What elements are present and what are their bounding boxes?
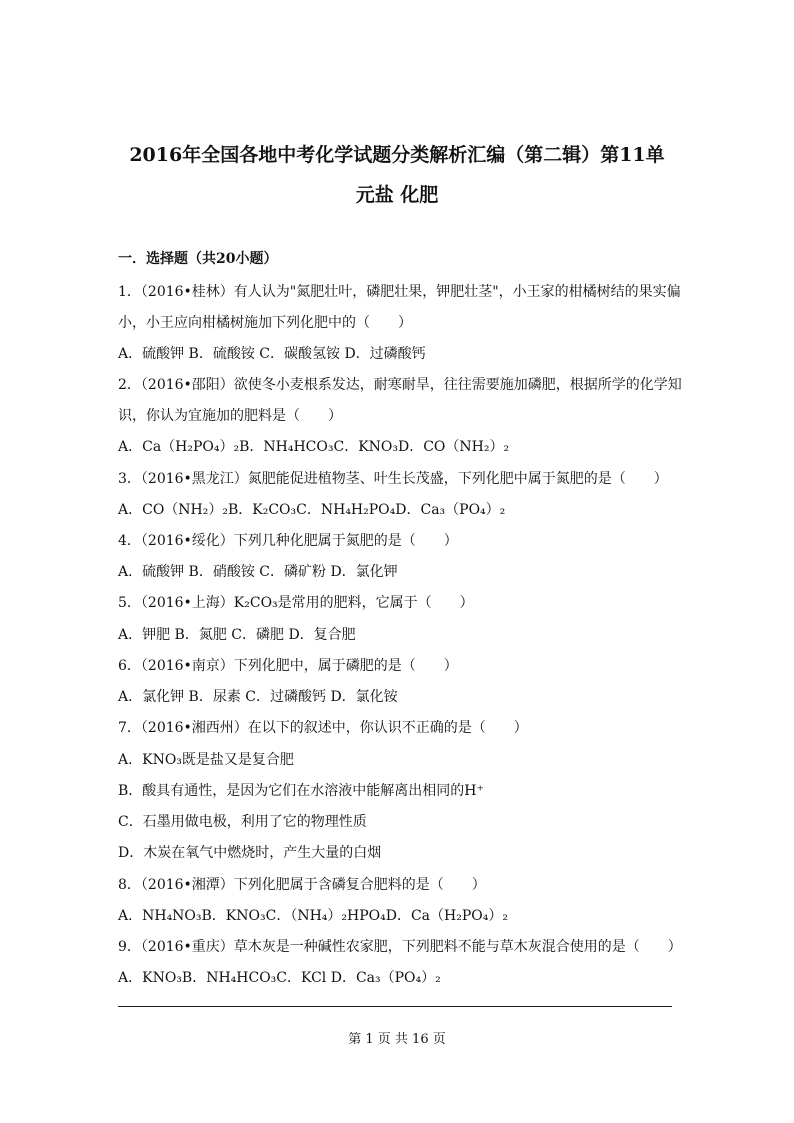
question-5-text: 5．（2016•上海）K₂CO₃是常用的肥料，它属于（ ） xyxy=(118,595,474,611)
section-heading: 一．选择题（共20小题） xyxy=(118,251,278,267)
question-4-text: 4．（2016•绥化）下列几种化肥属于氮肥的是（ ） xyxy=(118,533,458,549)
question-3-options: A．CO（NH₂）₂B．K₂CO₃C．NH₄H₂PO₄D．Ca₃（PO₄）₂ xyxy=(118,502,506,518)
question-9-text: 9．（2016•重庆）草木灰是一种碱性农家肥，下列肥料不能与草木灰混合使用的是（ ） xyxy=(118,939,682,955)
question-1-text-b: 小，小王应向柑橘树施加下列化肥中的（ ） xyxy=(118,315,412,331)
question-7-text: 7．（2016•湘西州）在以下的叙述中，你认识不正确的是（ ） xyxy=(118,720,528,736)
question-1-options: A．硫酸钾 B．硫酸铵 C．碳酸氢铵 D．过磷酸钙 xyxy=(118,346,426,362)
footer-rule xyxy=(118,1006,672,1007)
question-6-text: 6．（2016•南京）下列化肥中，属于磷肥的是（ ） xyxy=(118,658,458,674)
question-7-option-b: B．酸具有通性，是因为它们在水溶液中能解离出相同的H⁺ xyxy=(118,783,484,799)
question-6-options: A．氯化钾 B．尿素 C．过磷酸钙 D．氯化铵 xyxy=(118,689,398,705)
page-number-footer: 第 1 页 共 16 页 xyxy=(348,1032,446,1047)
question-7-option-d: D．木炭在氧气中燃烧时，产生大量的白烟 xyxy=(118,845,382,861)
question-2-text-b: 识，你认为宜施加的肥料是（ ） xyxy=(118,408,342,424)
question-2-text-a: 2．（2016•邵阳）欲使冬小麦根系发达，耐寒耐旱，往往需要施加磷肥，根据所学的化学知 xyxy=(118,377,682,393)
question-1-text-a: 1．（2016•桂林）有人认为"氮肥壮叶，磷肥壮果，钾肥壮茎"，小王家的柑橘树结的果实偏 xyxy=(118,284,681,300)
question-7-option-c: C．石墨用做电极，利用了它的物理性质 xyxy=(118,814,367,830)
question-2-options: A．Ca（H₂PO₄）₂B．NH₄HCO₃C．KNO₃D．CO（NH₂）₂ xyxy=(118,439,510,455)
question-7-option-a: A．KNO₃既是盐又是复合肥 xyxy=(118,752,294,768)
page-title-line-1: 2016年全国各地中考化学试题分类解析汇编（第二辑）第11单 xyxy=(129,144,665,166)
question-3-text: 3．（2016•黑龙江）氮肥能促进植物茎、叶生长茂盛，下列化肥中属于氮肥的是（ ） xyxy=(118,471,668,487)
question-9-options: A．KNO₃B．NH₄HCO₃C．KCl D．Ca₃（PO₄）₂ xyxy=(118,970,441,986)
question-5-options: A．钾肥 B．氮肥 C．磷肥 D．复合肥 xyxy=(118,627,356,643)
page-title-line-2: 元盐 化肥 xyxy=(355,184,439,206)
question-4-options: A．硫酸钾 B．硝酸铵 C．磷矿粉 D．氯化钾 xyxy=(118,564,398,580)
question-8-text: 8．（2016•湘潭）下列化肥属于含磷复合肥料的是（ ） xyxy=(118,877,486,893)
question-8-options: A．NH₄NO₃B．KNO₃C．（NH₄）₂HPO₄D．Ca（H₂PO₄）₂ xyxy=(118,908,508,924)
